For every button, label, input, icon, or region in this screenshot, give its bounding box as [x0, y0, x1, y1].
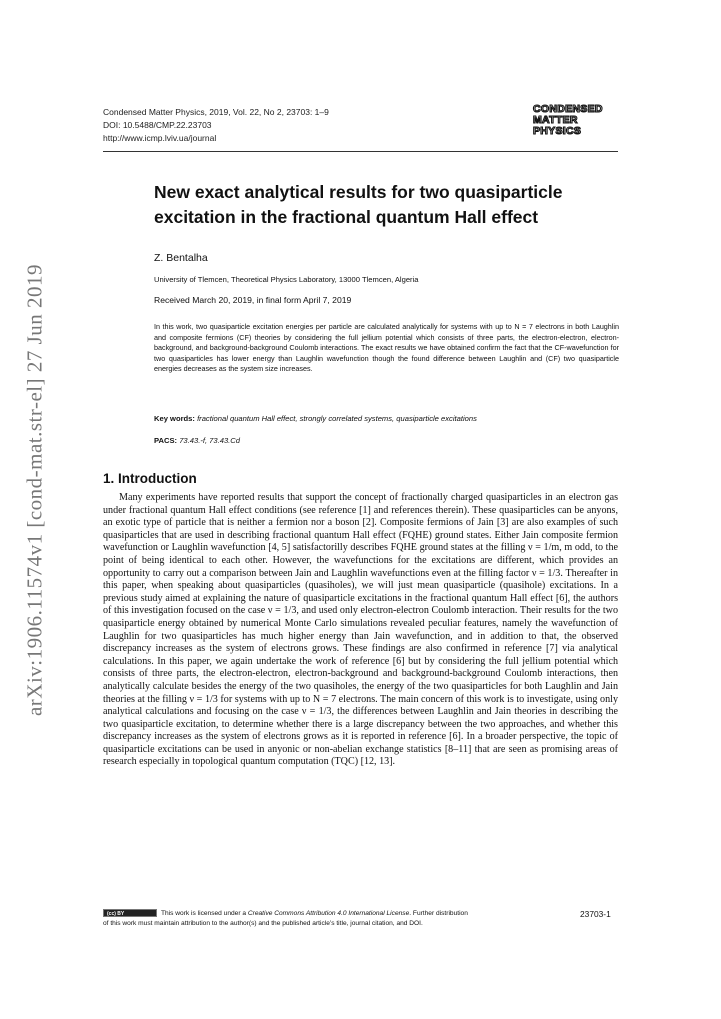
logo-line-condensed: CONDENSED	[533, 103, 603, 115]
keywords-text: fractional quantum Hall effect, strongly correlated systems, quasiparticle excitations	[197, 414, 477, 423]
pacs-codes	[154, 436, 240, 445]
paper-title: New exact analytical results for two quasiparticle excitation in the fractional quantum Hall effect	[154, 182, 563, 227]
license-suffix: . Further distribution	[409, 910, 468, 917]
doi-text: DOI: 10.5488/CMP.22.23703	[103, 120, 212, 130]
arxiv-identifier: arXiv:1906.11574v1 [cond-mat.str-el] 27 Jun 2019	[22, 263, 47, 717]
pacs-text: 73.43.-f, 73.43.Cd	[179, 436, 240, 445]
header-divider	[103, 151, 618, 152]
cc-by-badge-icon[interactable]: (cc) BY	[103, 909, 157, 917]
logo-line-matter: MATTER	[533, 114, 578, 126]
keywords-label: Key words:	[154, 414, 195, 423]
keywords	[154, 414, 619, 423]
journal-citation: Condensed Matter Physics, 2019, Vol. 22, No 2, 23703: 1–9	[103, 107, 329, 117]
license-line-2: of this work must maintain attribution to the author(s) and the published article’s title, journal citation, and DOI.	[103, 920, 423, 927]
received-dates: Received March 20, 2019, in final form April 7, 2019	[154, 295, 352, 305]
author-name: Z. Bentalha	[154, 252, 208, 264]
page-number: 23703-1	[580, 909, 611, 919]
journal-header	[103, 106, 329, 145]
license-prefix: This work is licensed under a	[161, 910, 248, 917]
intro-paragraph: Many experiments have reported results that support the concept of fractionally charged quasiparticles in an electron gas under fractional quantum Hall effect conditions (see reference [1] and references therein). These quasiparticles can be anyons, an exotic type of particle that is neither a fermion nor a boson [2]. Composite fermions of Jain [3] are also examples of such quasiparticles that are used in describing fractional quantum Hall effect (FQHE) ground states. Either Jain composite fermion wavefunction or Laughlin wavefunction [4, 5] satisfactorilly describes FQHE ground states at the filling ν = 1/m, m odd, to the point of being identical to each other. However, the wavefunctions for the excitations are different, which provides an opportunity to carry out a comparison between Jain and Laughlin wavefunctions even at the filling factor ν = 1/3. Thereafter in this paper, when speaking about quasiparticles (quasiholes), we will just mean quasiparticle (quasihole) excitations. In a previous study aimed at explaining the nature of quasiparticle excitations in the fractional quantum Hall effect [6], the authors of this investigation focused on the case ν = 1/3, and used only electron-electron Coulomb interaction. Their results for the two quasiparticle energy obtained by numerical Monte Carlo simulations revealed peculiar features, namely the wavefunction of Laughlin for two quasiparticles has much higher energy than Jain wavefunction, and in addition to that, the observed discrepancy increases as the system of electrons grows. These findings are also confirmed in reference [7] via analytical calculations. In this paper, we again undertake the work of reference [6] but by considering the full jellium potential which consists of three parts, the electron-electron, electron-background and background-background Coulomb interactions, then analytically calculate besides the energy of the two quasiholes, the energy of the two quasiparticles for both Laughlin and Jain theories at the filling ν = 1/3 for systems with up to N = 7 electrons. The main concern of this work is to investigate, using only analytical calculations and focusing on the case ν = 1/3, the differences between Laughlin and Jain theories in describing the two quasiparticle excitation, to determine whether there is a large discrepancy between the two approaches, and whether this discrepancy increases as the system of electrons grows as it is reported in reference [6]. In a broader perspective, the topic of quasiparticle excitations can be used in anyonic or non-abelian exchange statistics [8–11] that are seen as promising areas of research especially in topological quantum computation (TQC) [12, 13].	[103, 492, 618, 768]
section-heading: 1. Introduction	[103, 471, 197, 486]
journal-url[interactable]: http://www.icmp.lviv.ua/journal	[103, 133, 217, 143]
license-footer	[103, 909, 618, 929]
abstract: In this work, two quasiparticle excitation energies per particle are calculated analytically for systems with up to N = 7 electrons in both Laughlin and composite fermions (CF) theories by considering the full jellium potential which consists of three parts, the electron-electron, electron-background, and background-background Coulomb interactions. The exact results we have obtained confirm the fact that the CF-wavefunction for two quasiparticles has lower energy than Laughlin wavefunction though the found difference between Laughlin and (CF) two quasiparticle energies decreases as the system size increases.	[154, 322, 619, 374]
author-affiliation: University of Tlemcen, Theoretical Physics Laboratory, 13000 Tlemcen, Algeria	[154, 275, 419, 284]
arxiv-stamp	[20, 263, 50, 717]
license-link[interactable]: Creative Commons Attribution 4.0 International License	[247, 910, 410, 917]
journal-logo	[533, 104, 618, 137]
pacs-label: PACS:	[154, 436, 178, 445]
logo-line-physics: PHYSICS	[533, 125, 582, 137]
